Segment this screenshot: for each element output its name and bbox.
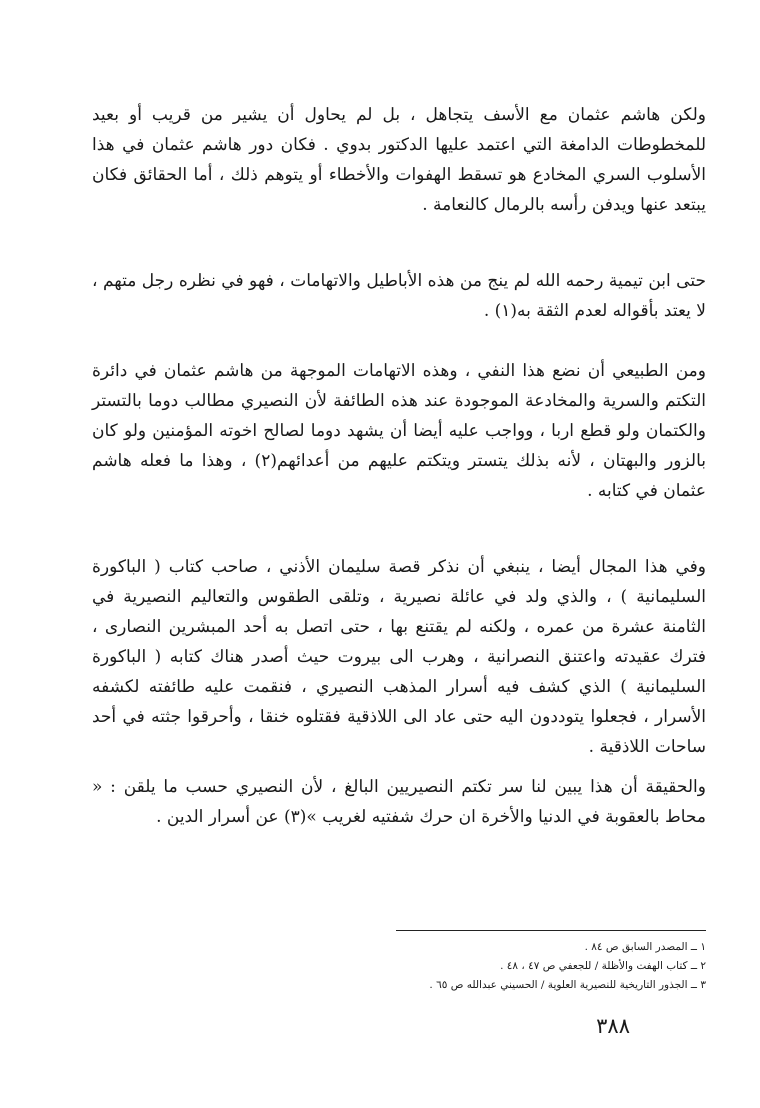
page-number: ٣٨٨ [596, 1014, 630, 1038]
footnote-2: ٢ ــ كتاب الهفت والأظلة / للجعفي ص ٤٧ ، ٤٨ . [500, 960, 706, 972]
footnote-divider [396, 930, 706, 931]
paragraph-2: حتى ابن تيمية رحمه الله لم ينج من هذه الأباطيل والاتهامات ، فهو في نظره رجل متهم ، لا يعتد بأقواله لعدم الثقة به(١) . [92, 271, 706, 321]
footnote-3: ٣ ــ الجذور التاريخية للنصيرية العلوية / الحسيني عبدالله ص ٦٥ . [429, 979, 706, 991]
paragraph-3: ومن الطبيعي أن نضع هذا النفي ، وهذه الاتهامات الموجهة من هاشم عثمان في دائرة التكتم والسرية والمخادعة الموجودة عند هذه الطائفة لأن النصيري مطالب دوما بالتستر والكتمان ولو قطع اربا ، وواجب عليه أيضا أن يشهد دوما لصالح اخوته المؤمنين ولو كان بالزور والبهتان ، لأنه بذلك يتستر ويتكتم عليهم من أعدائهم(٢) ، وهذا ما فعله هاشم عثمان في كتابه . [92, 361, 706, 501]
paragraph-4: وفي هذا المجال أيضا ، ينبغي أن نذكر قصة سليمان الأذني ، صاحب كتاب ( الباكورة السليمانية ) ، والذي ولد في عائلة نصيرية ، وتلقى الطقوس والتعاليم النصيرية في الثامنة عشرة من عمره ، ولكنه لم يقتنع بها ، حتى اتصل به أحد المبشرين النصارى ، فترك عقيدته واعتنق النصرانية ، وهرب الى بيروت حيث أصدر هناك كتابه ( الباكورة السليمانية ) الذي كشف فيه أسرار المذهب النصيري ، فنقمت عليه طائفته لكشفه الأسرار ، فجعلوا يتوددون اليه حتى عاد الى اللاذقية فقتلوه خنقا ، وأحرقوا جثته في أحد ساحات اللاذقية . [92, 557, 706, 757]
paragraph-5: والحقيقة أن هذا يبين لنا سر تكتم النصيريين البالغ ، لأن النصيري حسب ما يلقن : « محاط بالعقوبة في الدنيا والأخرة ان حرك شفتيه لغريب »(٣) عن أسرار الدين . [92, 777, 706, 827]
footnotes-list [300, 938, 706, 995]
footnote-1: ١ ــ المصدر السابق ص ٨٤ . [584, 941, 706, 953]
paragraph-1: ولكن هاشم عثمان مع الأسف يتجاهل ، بل لم يحاول أن يشير من قريب أو بعيد للمخطوطات الدامغة التي اعتمد عليها الدكتور بدوي . فكان دور هاشم عثمان في هذا الأسلوب السري المخادع هو تسقط الهفوات والأخطاء أو يتوهم ذلك ، أما الحقائق فكان يبتعد عنها ويدفن رأسه بالرمال كالنعامة . [92, 105, 706, 215]
